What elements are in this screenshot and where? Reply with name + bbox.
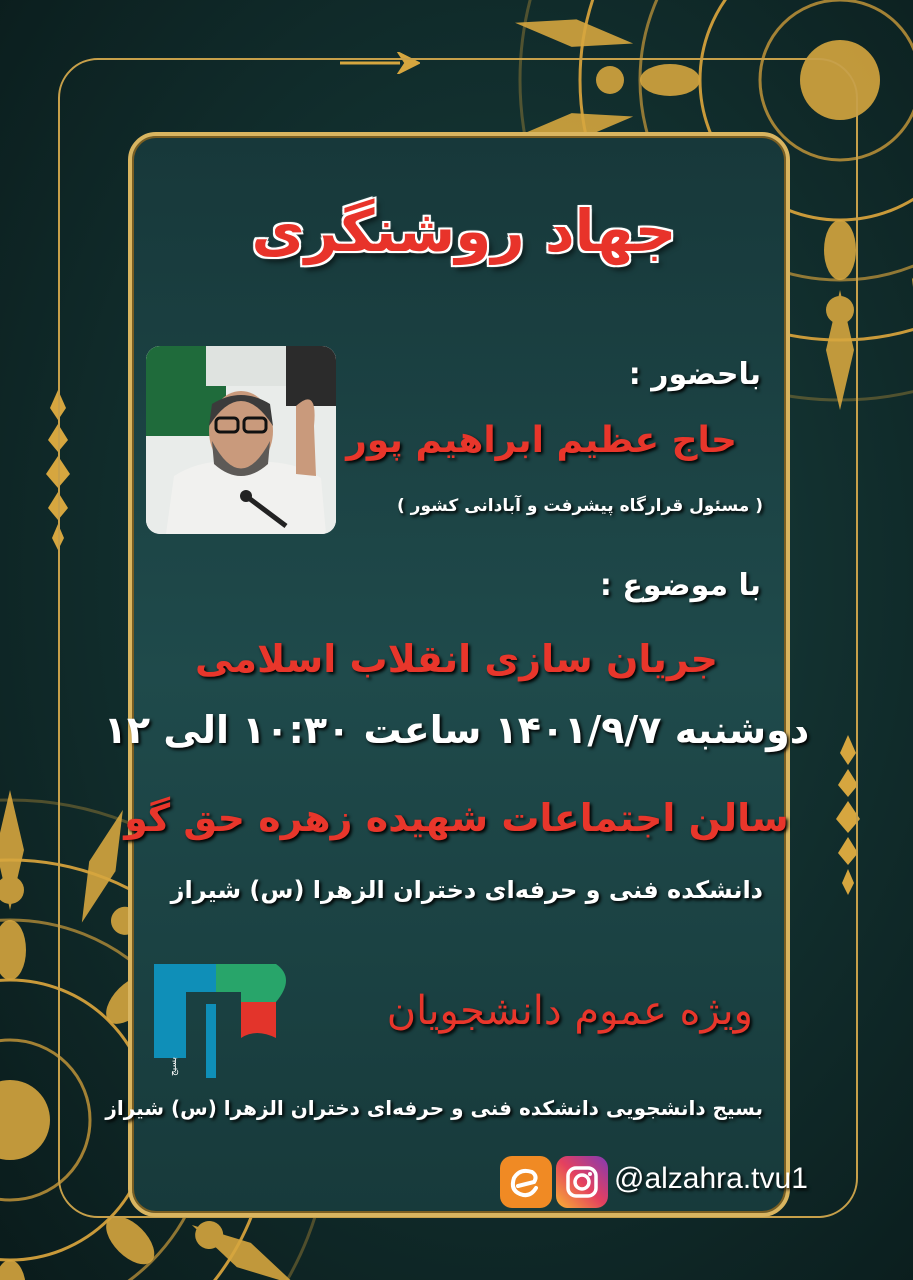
speaker-role: ( مسئول قرارگاه پیشرفت و آبادانی کشور )	[396, 496, 763, 516]
logo-caption-art: بسیج	[169, 1056, 179, 1076]
speaker-name: حاج عظیم ابراهیم پور	[346, 420, 737, 461]
title-container	[205, 186, 723, 276]
institution-name: دانشکده فنی و حرفه‌ای دختران الزهرا (س) شیراز	[170, 876, 763, 904]
speaker-photo	[146, 346, 336, 534]
social-handle[interactable]: @alzahra.tvu1	[614, 1162, 808, 1195]
audience-note: ویژه عموم دانشجویان	[386, 988, 753, 1034]
presence-label: باحضور :	[628, 357, 761, 392]
event-datetime: دوشنبه ۱۴۰۱/۹/۷ ساعت ۱۰:۳۰ الی ۱۲	[103, 708, 810, 752]
event-venue: سالن اجتماعات شهیده زهره حق گو	[124, 796, 789, 840]
topic-label: با موضوع :	[599, 568, 761, 603]
eitaa-icon[interactable]	[500, 1156, 552, 1208]
topic-text: جریان سازی انقلاب اسلامی	[195, 637, 718, 681]
organizer-text: بسیج دانشجویی دانشکده فنی و حرفه‌ای دختران الزهرا (س) شیراز	[105, 1096, 763, 1120]
poster-title: جهاد روشنگری	[251, 197, 677, 265]
instagram-icon[interactable]	[556, 1156, 608, 1208]
basij-logo	[146, 958, 296, 1088]
